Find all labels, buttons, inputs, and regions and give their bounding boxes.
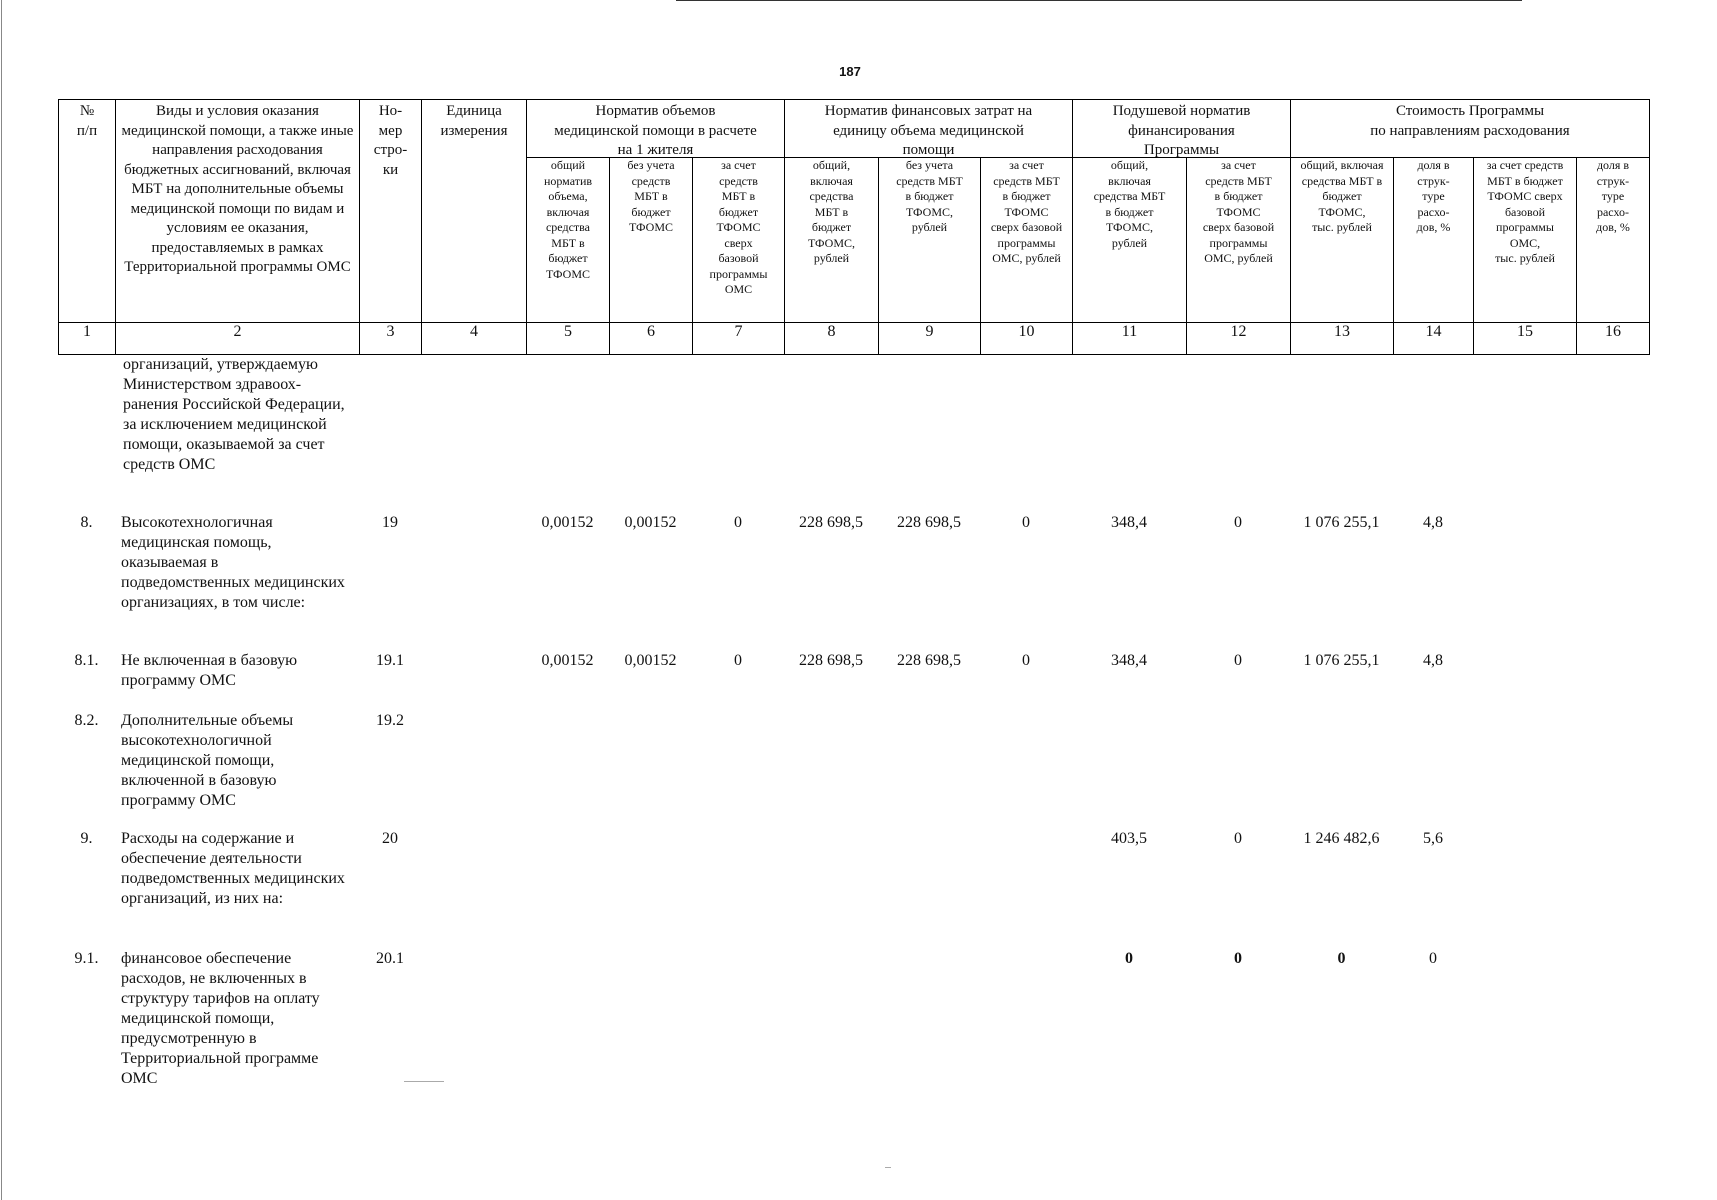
scan-speck bbox=[404, 1081, 444, 1082]
col-number-7: 7 bbox=[692, 322, 784, 355]
page-edge bbox=[1, 0, 2, 1200]
col-number-2: 2 bbox=[115, 322, 359, 355]
header-group-total: Стоимость Программы по направлениям расходования bbox=[1290, 99, 1650, 157]
cell-percap-total: 348,4 bbox=[1111, 652, 1147, 669]
cell-total-share: 5,6 bbox=[1423, 830, 1443, 847]
row-index: 8.1. bbox=[74, 652, 99, 669]
cell-total-thousand: 1 076 255,1 bbox=[1303, 514, 1380, 531]
row-line-number: 20.1 bbox=[376, 950, 404, 967]
cell-cost-total: 228 698,5 bbox=[799, 514, 863, 531]
cell-percap-mbt: 0 bbox=[1234, 652, 1242, 669]
header-group-cost: Норматив финансовых затрат на единицу объема медицинской помощи bbox=[784, 99, 1072, 157]
cell-total-share: 0 bbox=[1429, 950, 1437, 967]
row-line-number: 19.2 bbox=[376, 712, 404, 729]
header-col-8: общий, включая средства МБТ в бюджет ТФОМС, рублей bbox=[784, 157, 878, 322]
row-label: Высокотехнологичная медицинская помощь, оказываемая в подведомственных медицинских организациях, в том числе: bbox=[121, 514, 345, 611]
table-header bbox=[58, 99, 1650, 355]
header-col-9: без учета средств МБТ в бюджет ТФОМС, рублей bbox=[878, 157, 980, 322]
cell-percap-mbt: 0 bbox=[1234, 514, 1242, 531]
cell-percap-mbt: 0 bbox=[1234, 950, 1242, 967]
cell-cost-without-mbt: 228 698,5 bbox=[897, 652, 961, 669]
header-col-16: доля в струк- туре расхо- дов, % bbox=[1576, 157, 1650, 322]
col-number-9: 9 bbox=[878, 322, 980, 355]
row-index: 9. bbox=[80, 830, 93, 847]
header-col-unit: Единица измерения bbox=[421, 99, 526, 322]
cell-percap-total: 403,5 bbox=[1111, 830, 1147, 847]
cell-volume-total: 0,00152 bbox=[541, 514, 594, 531]
header-col-index: № п/п bbox=[58, 99, 115, 322]
header-group-volume: Норматив объемов медицинской помощи в расчете на 1 жителя bbox=[526, 99, 784, 157]
cell-volume-without-mbt: 0,00152 bbox=[624, 514, 677, 531]
cell-percap-mbt: 0 bbox=[1234, 830, 1242, 847]
table-body bbox=[58, 355, 1650, 1200]
page-number: 187 bbox=[839, 64, 861, 79]
cell-total-share: 4,8 bbox=[1423, 652, 1443, 669]
cell-volume-without-mbt: 0,00152 bbox=[624, 652, 677, 669]
header-col-15: за счет средств МБТ в бюджет ТФОМС сверх базовой программы ОМС, тыс. рублей bbox=[1473, 157, 1576, 322]
header-col-7: за счет средств МБТ в бюджет ТФОМС сверх базовой программы ОМС bbox=[692, 157, 784, 322]
col-number-13: 13 bbox=[1290, 322, 1393, 355]
row-index: 9.1. bbox=[74, 950, 99, 967]
cell-cost-without-mbt: 228 698,5 bbox=[897, 514, 961, 531]
row-label: Расходы на содержание и обеспечение деятельности подведомственных медицинских организаций, из них на: bbox=[121, 830, 345, 907]
col-number-5: 5 bbox=[526, 322, 609, 355]
cell-volume-mbt: 0 bbox=[734, 652, 742, 669]
header-col-14: доля в струк- туре расхо- дов, % bbox=[1393, 157, 1473, 322]
row-line-number: 19.1 bbox=[376, 652, 404, 669]
header-col-11: общий, включая средства МБТ в бюджет ТФОМС, рублей bbox=[1072, 157, 1186, 322]
cell-total-thousand: 1 076 255,1 bbox=[1303, 652, 1380, 669]
row-index: 8. bbox=[80, 514, 93, 531]
row-label: Дополнительные объемы высокотехнологичной медицинской помощи, включенной в базовую программу ОМС bbox=[121, 712, 294, 809]
cell-cost-mbt: 0 bbox=[1022, 652, 1030, 669]
row-index: 8.2. bbox=[74, 712, 99, 729]
col-number-14: 14 bbox=[1393, 322, 1473, 355]
header-group-per-capita: Подушевой норматив финансирования Программы bbox=[1072, 99, 1290, 157]
cell-volume-total: 0,00152 bbox=[541, 652, 594, 669]
col-number-16: 16 bbox=[1576, 322, 1650, 355]
col-number-15: 15 bbox=[1473, 322, 1576, 355]
page-top-rule bbox=[676, 0, 1522, 1]
header-col-12: за счет средств МБТ в бюджет ТФОМС сверх базовой программы ОМС, рублей bbox=[1186, 157, 1290, 322]
col-number-11: 11 bbox=[1072, 322, 1186, 355]
header-col-5: общий норматив объема, включая средства МБТ в бюджет ТФОМС bbox=[526, 157, 609, 322]
row-line-number: 20 bbox=[382, 830, 398, 847]
cell-percap-total: 348,4 bbox=[1111, 514, 1147, 531]
row-label: финансовое обеспечение расходов, не включенных в структуру тарифов на оплату медицинской помощи, предусмотренную в Территориальной программе ОМС bbox=[121, 950, 320, 1087]
cell-cost-mbt: 0 bbox=[1022, 514, 1030, 531]
col-number-1: 1 bbox=[58, 322, 115, 355]
header-col-line-number: Но- мер стро- ки bbox=[359, 99, 421, 322]
col-number-10: 10 bbox=[980, 322, 1072, 355]
cell-total-share: 4,8 bbox=[1423, 514, 1443, 531]
cell-volume-mbt: 0 bbox=[734, 514, 742, 531]
row-label: Не включенная в базовую программу ОМС bbox=[121, 652, 298, 689]
col-number-4: 4 bbox=[421, 322, 526, 355]
col-number-8: 8 bbox=[784, 322, 878, 355]
cell-total-thousand: 1 246 482,6 bbox=[1303, 830, 1380, 847]
cell-percap-total: 0 bbox=[1125, 950, 1133, 967]
row-label: организаций, утверждаемую Министерством здравоох-ранения Российской Федерации, за исключением медицинской помощи, оказываемой за счет средств ОМС bbox=[123, 356, 345, 473]
header-col-10: за счет средств МБТ в бюджет ТФОМС сверх базовой программы ОМС, рублей bbox=[980, 157, 1072, 322]
scan-speck bbox=[885, 1167, 891, 1168]
col-number-12: 12 bbox=[1186, 322, 1290, 355]
cell-cost-total: 228 698,5 bbox=[799, 652, 863, 669]
cell-total-thousand: 0 bbox=[1337, 950, 1346, 967]
header-col-6: без учета средств МБТ в бюджет ТФОМС bbox=[609, 157, 692, 322]
header-col-kind: Виды и условия оказания медицинской помощи, а также иные направления расходования бюджетных ассигнований, включая МБТ на дополнительные объемы медицинской помощи по видам и условиям ее оказания, предоставляемых в рамках Территориальной программы ОМС bbox=[115, 99, 359, 322]
col-number-3: 3 bbox=[359, 322, 421, 355]
row-line-number: 19 bbox=[382, 514, 398, 531]
col-number-6: 6 bbox=[609, 322, 692, 355]
header-col-13: общий, включая средства МБТ в бюджет ТФОМС, тыс. рублей bbox=[1290, 157, 1393, 322]
